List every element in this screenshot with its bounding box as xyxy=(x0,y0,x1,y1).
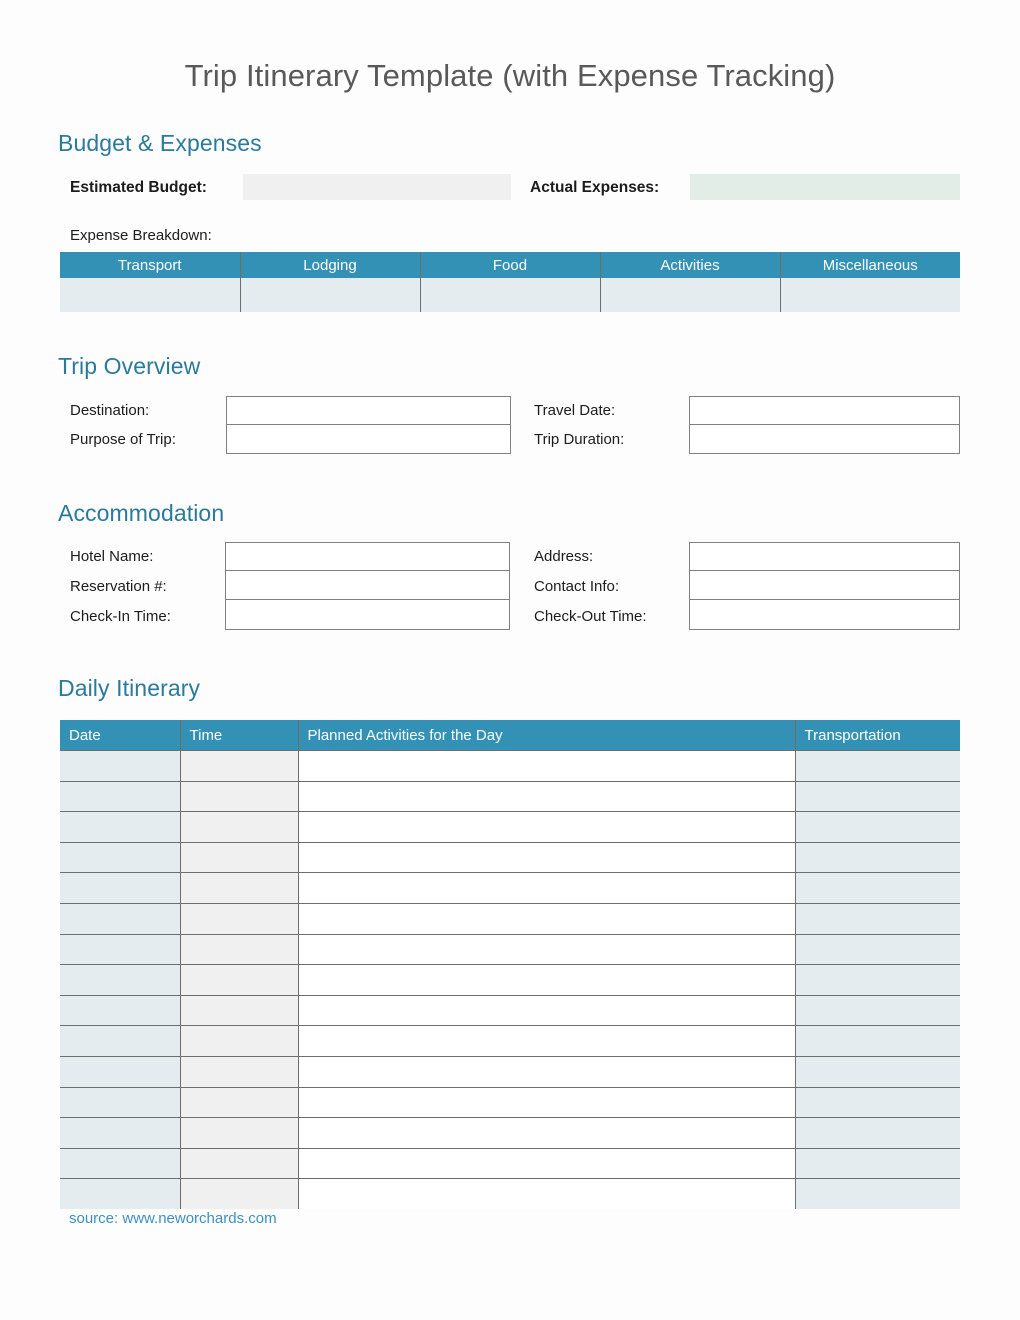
itinerary-cell-activities[interactable] xyxy=(298,1087,795,1118)
itinerary-cell-time[interactable] xyxy=(180,812,298,843)
itinerary-cell-time[interactable] xyxy=(180,842,298,873)
itinerary-body xyxy=(60,751,960,1209)
itinerary-cell-time[interactable] xyxy=(180,781,298,812)
itinerary-cell-activities[interactable] xyxy=(298,751,795,782)
table-row xyxy=(60,1118,960,1149)
itinerary-cell-transportation[interactable] xyxy=(795,873,960,904)
check-in-time-label: Check-In Time: xyxy=(70,608,171,625)
itinerary-cell-activities[interactable] xyxy=(298,812,795,843)
expense-col-miscellaneous: Miscellaneous xyxy=(780,252,960,278)
itinerary-cell-transportation[interactable] xyxy=(795,842,960,873)
itinerary-col-date: Date xyxy=(60,720,180,751)
table-row xyxy=(60,812,960,843)
itinerary-col-transportation: Transportation xyxy=(795,720,960,751)
itinerary-cell-date[interactable] xyxy=(60,751,180,782)
travel-date-input[interactable] xyxy=(689,396,960,425)
itinerary-cell-transportation[interactable] xyxy=(795,934,960,965)
table-row xyxy=(60,1148,960,1179)
expense-col-food: Food xyxy=(420,252,600,278)
itinerary-cell-date[interactable] xyxy=(60,781,180,812)
itinerary-col-time: Time xyxy=(180,720,298,751)
itinerary-cell-date[interactable] xyxy=(60,1118,180,1149)
actual-expenses-input[interactable] xyxy=(690,174,960,200)
expense-cell-transport[interactable] xyxy=(60,278,240,312)
contact-info-label: Contact Info: xyxy=(534,578,620,595)
section-heading-budget: Budget & Expenses xyxy=(58,130,262,156)
itinerary-cell-activities[interactable] xyxy=(298,965,795,996)
itinerary-cell-transportation[interactable] xyxy=(795,1118,960,1149)
itinerary-cell-date[interactable] xyxy=(60,965,180,996)
check-out-time-input[interactable] xyxy=(689,600,960,630)
expense-col-lodging: Lodging xyxy=(240,252,420,278)
destination-input[interactable] xyxy=(226,396,511,425)
itinerary-cell-transportation[interactable] xyxy=(795,1056,960,1087)
itinerary-cell-time[interactable] xyxy=(180,934,298,965)
table-row xyxy=(60,1087,960,1118)
itinerary-cell-transportation[interactable] xyxy=(795,781,960,812)
itinerary-cell-activities[interactable] xyxy=(298,995,795,1026)
itinerary-cell-transportation[interactable] xyxy=(795,751,960,782)
itinerary-cell-time[interactable] xyxy=(180,1056,298,1087)
itinerary-cell-time[interactable] xyxy=(180,903,298,934)
section-heading-trip-overview: Trip Overview xyxy=(58,353,201,379)
itinerary-cell-date[interactable] xyxy=(60,934,180,965)
table-row xyxy=(60,934,960,965)
itinerary-cell-activities[interactable] xyxy=(298,1026,795,1057)
table-row xyxy=(60,1056,960,1087)
expense-cell-lodging[interactable] xyxy=(240,278,420,312)
itinerary-col-activities: Planned Activities for the Day xyxy=(298,720,795,751)
reservation-number-input[interactable] xyxy=(225,571,510,600)
itinerary-cell-date[interactable] xyxy=(60,873,180,904)
itinerary-cell-transportation[interactable] xyxy=(795,1026,960,1057)
address-input[interactable] xyxy=(689,542,960,571)
expense-cell-miscellaneous[interactable] xyxy=(780,278,960,312)
table-row xyxy=(60,781,960,812)
table-row xyxy=(60,995,960,1026)
itinerary-cell-date[interactable] xyxy=(60,995,180,1026)
itinerary-cell-activities[interactable] xyxy=(298,1056,795,1087)
address-label: Address: xyxy=(534,548,594,565)
travel-date-label: Travel Date: xyxy=(534,402,616,419)
itinerary-cell-date[interactable] xyxy=(60,842,180,873)
estimated-budget-input[interactable] xyxy=(243,174,511,200)
hotel-name-label: Hotel Name: xyxy=(70,548,154,565)
expense-table-row xyxy=(60,278,960,312)
itinerary-cell-activities[interactable] xyxy=(298,903,795,934)
expense-breakdown-table xyxy=(60,252,960,312)
itinerary-cell-transportation[interactable] xyxy=(795,1148,960,1179)
table-row xyxy=(60,751,960,782)
table-row xyxy=(60,842,960,873)
itinerary-cell-time[interactable] xyxy=(180,1087,298,1118)
section-heading-daily-itinerary: Daily Itinerary xyxy=(58,675,201,701)
purpose-of-trip-label: Purpose of Trip: xyxy=(70,431,176,448)
itinerary-cell-activities[interactable] xyxy=(298,781,795,812)
itinerary-cell-date[interactable] xyxy=(60,903,180,934)
destination-label: Destination: xyxy=(70,402,150,419)
itinerary-cell-transportation[interactable] xyxy=(795,995,960,1026)
hotel-name-input[interactable] xyxy=(225,542,510,571)
table-row xyxy=(60,1026,960,1057)
expense-table-header-row xyxy=(60,252,960,278)
expense-cell-activities[interactable] xyxy=(600,278,780,312)
itinerary-cell-transportation[interactable] xyxy=(795,1087,960,1118)
itinerary-cell-date[interactable] xyxy=(60,1179,180,1209)
check-out-time-label: Check-Out Time: xyxy=(534,608,647,625)
itinerary-cell-date[interactable] xyxy=(60,1026,180,1057)
purpose-of-trip-input[interactable] xyxy=(226,425,511,454)
itinerary-cell-transportation[interactable] xyxy=(795,812,960,843)
table-row xyxy=(60,1179,960,1209)
itinerary-cell-time[interactable] xyxy=(180,751,298,782)
itinerary-cell-time[interactable] xyxy=(180,1026,298,1057)
table-row xyxy=(60,903,960,934)
itinerary-cell-activities[interactable] xyxy=(298,934,795,965)
itinerary-cell-time[interactable] xyxy=(180,1118,298,1149)
itinerary-cell-date[interactable] xyxy=(60,1148,180,1179)
daily-itinerary-table xyxy=(60,720,960,1209)
itinerary-cell-time[interactable] xyxy=(180,873,298,904)
itinerary-cell-time[interactable] xyxy=(180,965,298,996)
itinerary-cell-time[interactable] xyxy=(180,995,298,1026)
table-row xyxy=(60,965,960,996)
itinerary-cell-activities[interactable] xyxy=(298,873,795,904)
itinerary-header-row xyxy=(60,720,960,751)
itinerary-cell-time[interactable] xyxy=(180,1179,298,1209)
check-in-time-input[interactable] xyxy=(225,600,510,630)
itinerary-cell-date[interactable] xyxy=(60,1056,180,1087)
itinerary-cell-activities[interactable] xyxy=(298,1148,795,1179)
itinerary-cell-time[interactable] xyxy=(180,1148,298,1179)
page-title: Trip Itinerary Template (with Expense Tracking) xyxy=(184,58,836,93)
reservation-number-label: Reservation #: xyxy=(70,578,167,595)
itinerary-cell-transportation[interactable] xyxy=(795,1179,960,1209)
contact-info-input[interactable] xyxy=(689,571,960,600)
expense-col-activities: Activities xyxy=(600,252,780,278)
itinerary-cell-activities[interactable] xyxy=(298,1118,795,1149)
itinerary-cell-transportation[interactable] xyxy=(795,965,960,996)
itinerary-cell-date[interactable] xyxy=(60,1087,180,1118)
actual-expenses-label: Actual Expenses: xyxy=(530,179,660,196)
itinerary-cell-activities[interactable] xyxy=(298,1179,795,1209)
source-link[interactable]: source: www.neworchards.com xyxy=(69,1210,277,1227)
estimated-budget-label: Estimated Budget: xyxy=(70,179,207,196)
expense-cell-food[interactable] xyxy=(420,278,600,312)
trip-duration-input[interactable] xyxy=(689,425,960,454)
itinerary-cell-transportation[interactable] xyxy=(795,903,960,934)
section-heading-accommodation: Accommodation xyxy=(58,500,225,526)
table-row xyxy=(60,873,960,904)
expense-breakdown-label: Expense Breakdown: xyxy=(70,227,212,244)
trip-duration-label: Trip Duration: xyxy=(534,431,625,448)
expense-col-transport: Transport xyxy=(60,252,240,278)
itinerary-cell-date[interactable] xyxy=(60,812,180,843)
itinerary-cell-activities[interactable] xyxy=(298,842,795,873)
